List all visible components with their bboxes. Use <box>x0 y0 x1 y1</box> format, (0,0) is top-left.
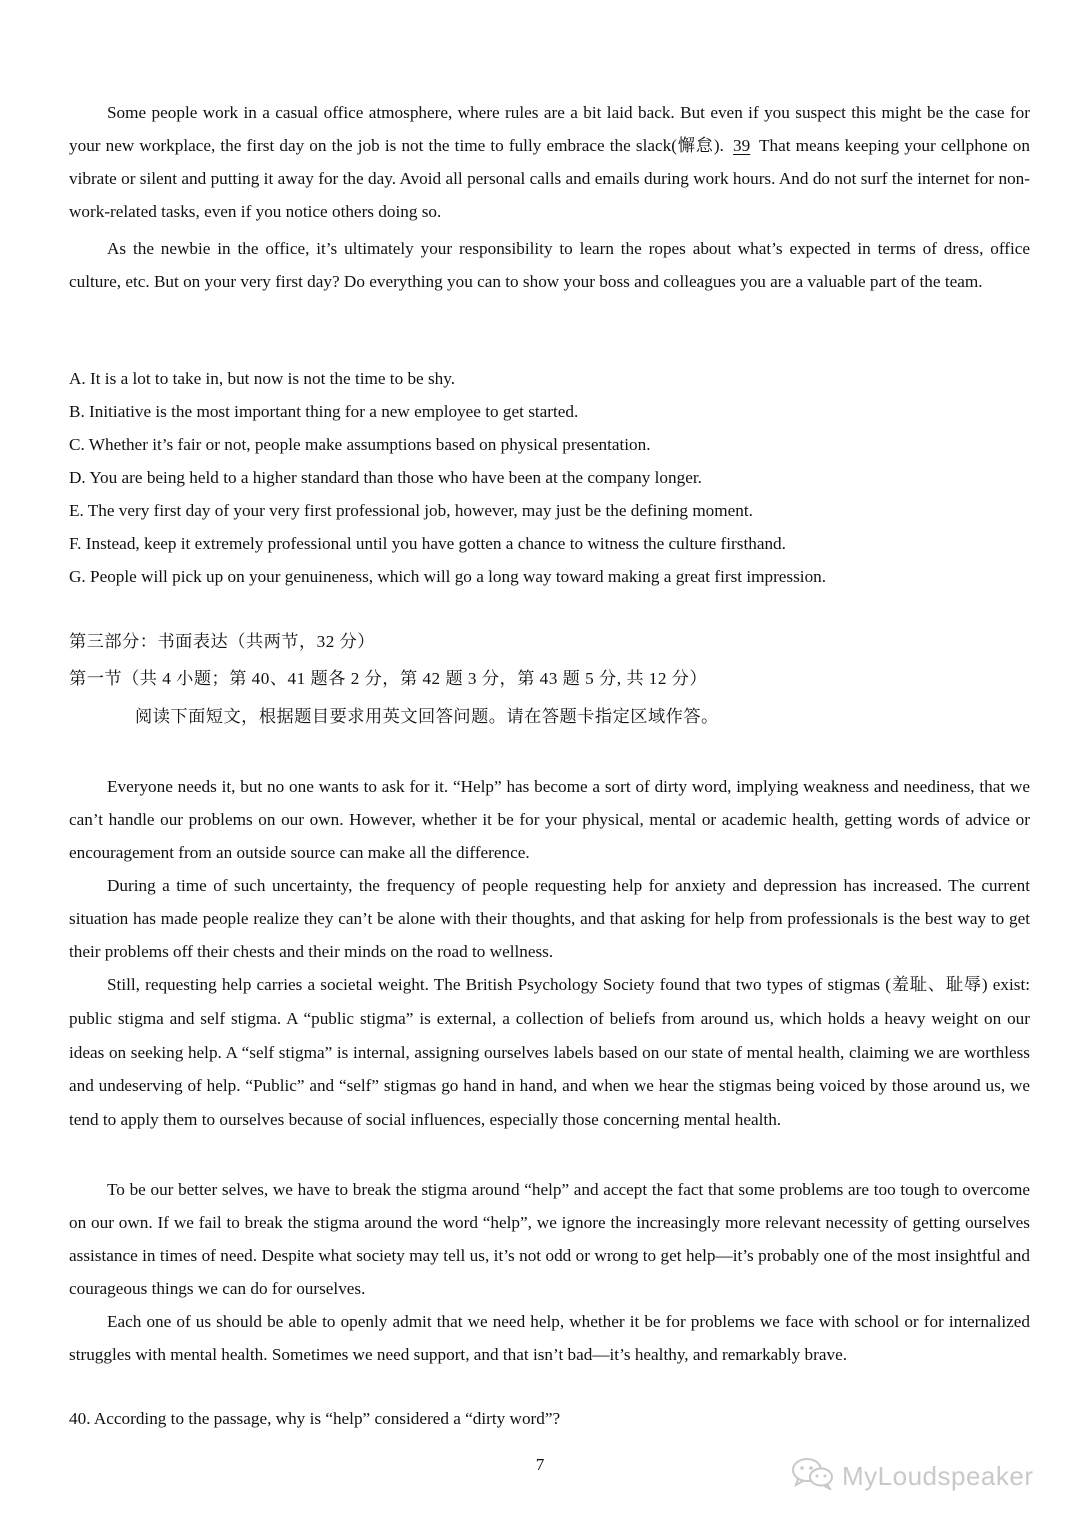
page-number: 7 <box>535 1455 545 1474</box>
option-d: D. You are being held to a higher standard than those who have been at the company longer. <box>69 468 702 487</box>
section3-instruction: 阅读下面短文，根据题目要求用英文回答问题。请在答题卡指定区域作答。 <box>135 707 719 726</box>
passage2-paragraph-5: Each one of us should be able to openly admit that we need help, whether it be for problems we face with school or for internalized struggles with mental health. Sometimes we need support, and that isn’t bad—it’s healthy, and remarkably brave. <box>69 1312 1030 1364</box>
question-40: 40. According to the passage, why is “help” considered a “dirty word”? <box>69 1409 561 1428</box>
watermark <box>790 1458 1034 1494</box>
passage1-paragraph-2: As the newbie in the office, it’s ultimately your responsibility to learn the ropes about what’s expected in terms of dress, office culture, etc. But on your very first day? Do everything you can to show your boss and colleagues you are a valuable part of the team. <box>69 239 1030 291</box>
option-f: F. Instead, keep it extremely professional until you have gotten a chance to witness the culture firsthand. <box>69 534 786 553</box>
passage1-text-after-blank: That means keeping your cellphone on vibrate or silent and putting it away for the day. Avoid all personal calls and emails during work hours. And do not surf the internet for non-work-related tasks, even if you notice others doing so. <box>69 136 1030 221</box>
section3-subtitle: 第一节（共 4 小题；第 40、41 题各 2 分，第 42 题 3 分，第 43 题 5 分, 共 12 分） <box>69 669 708 688</box>
passage2-paragraph-2: During a time of such uncertainty, the frequency of people requesting help for anxiety and depression has increased. The current situation has made people realize they can’t be alone with their thoughts, and that asking for help from professionals is the best way to get their problems off their chests and their minds on the road to wellness. <box>69 876 1030 961</box>
blank-39: 39 <box>733 136 751 155</box>
passage2-paragraph-3: Still, requesting help carries a societal weight. The British Psychology Society found that two types of stigmas (羞耻、耻辱) exist: public stigma and self stigma. A “public stigma” is external, a collection of beliefs from around us, which holds a heavy weight on our ideas on seeking help. A “self stigma” is internal, assigning ourselves labels based on our state of mental health, claiming we are worthless and undeserving of help. “Public” and “self” stigmas go hand in hand, and when we hear the stigmas being voiced by those around us, we tend to apply them to ourselves because of social influences, especially those concerning mental health. <box>69 975 1030 1130</box>
passage1-paragraph-1 <box>69 96 1030 228</box>
section3-title: 第三部分：书面表达（共两节，32 分） <box>69 632 375 651</box>
passage1-text-before-blank: Some people work in a casual office atmosphere, where rules are a bit laid back. But even if you suspect this might be the case for your new workplace, the first day on the job is not the time to fully embrace the slack(懈怠). <box>69 103 1030 155</box>
option-c: C. Whether it’s fair or not, people make assumptions based on physical presentation. <box>69 435 651 454</box>
option-b: B. Initiative is the most important thing for a new employee to get started. <box>69 402 579 421</box>
option-e: E. The very first day of your very first professional job, however, may just be the defining moment. <box>69 501 753 520</box>
passage2-paragraph-1: Everyone needs it, but no one wants to ask for it. “Help” has become a sort of dirty word, implying weakness and neediness, that we can’t handle our problems on our own. However, whether it be for your physical, mental or academic health, getting words of advice or encouragement from an outside source can make all the difference. <box>69 777 1030 862</box>
watermark-text: MyLoudspeaker <box>842 1460 1034 1491</box>
option-g: G. People will pick up on your genuineness, which will go a long way toward making a great first impression. <box>69 567 827 586</box>
passage2-paragraph-4: To be our better selves, we have to break the stigma around “help” and accept the fact that some problems are too tough to overcome on our own. If we fail to break the stigma around the word “help”, we ignore the increasingly more relevant necessity of getting ourselves assistance in times of need. Despite what society may tell us, it’s not odd or wrong to get help—it’s probably one of the most insightful and courageous things we can do for ourselves. <box>69 1180 1030 1298</box>
option-a: A. It is a lot to take in, but now is not the time to be shy. <box>69 369 456 388</box>
wechat-icon <box>790 1456 836 1497</box>
